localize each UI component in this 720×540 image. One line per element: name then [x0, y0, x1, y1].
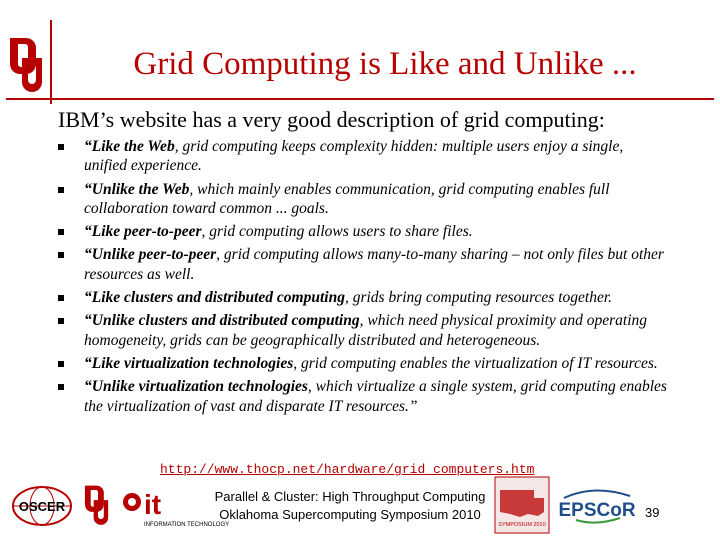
epscor-logo-icon: [560, 484, 634, 526]
it-logo-icon: [118, 484, 230, 530]
slide-title: Grid Computing is Like and Unlike ...: [133, 46, 637, 82]
it-logo-subtext: INFORMATION TECHNOLOGY: [144, 522, 230, 528]
source-link[interactable]: http://www.thocp.net/hardware/grid_computers.htm: [160, 462, 535, 477]
bullet-item: [58, 222, 670, 241]
symposium-logo: [494, 476, 550, 534]
bullet-square-icon: [58, 295, 64, 301]
epscor-logo: [560, 484, 634, 526]
oscer-logo: [10, 484, 74, 528]
bullet-text: , which virtualize a single system, grid computing enables the virtualization of vast and disparate IT resources.”: [84, 378, 667, 415]
footer-text: [200, 488, 500, 524]
bullet-text: , grid computing allows many-to-many sharing – not only files but other resources as well.: [84, 246, 664, 283]
bullet-text: , grids bring computing resources together.: [344, 289, 613, 307]
footer-line-2: Oklahoma Supercomputing Symposium 2010: [219, 507, 481, 522]
title-horizontal-rule: [6, 98, 714, 100]
it-logo: [118, 484, 230, 530]
title-vertical-rule: [50, 20, 52, 104]
bullet-square-icon: [58, 252, 64, 258]
intro-text: IBM’s website has a very good description of grid computing:: [58, 107, 605, 132]
bullet-item: [58, 377, 670, 416]
bullet-square-icon: [58, 361, 64, 367]
symposium-logo-text: SYMPOSIUM 2010: [498, 522, 546, 528]
bullet-text: , grid computing keeps complexity hidden: multiple users enjoy a single, unified experience.: [84, 138, 624, 175]
bullet-text: , grid computing allows users to share files.: [201, 223, 473, 241]
bullet-square-icon: [58, 384, 64, 390]
bullet-lead: “Like the Web: [84, 138, 175, 155]
bullet-square-icon: [58, 144, 64, 150]
bullet-lead: “Unlike peer-to-peer: [84, 246, 217, 264]
bullet-text: , grid computing enables the virtualization of IT resources.: [293, 354, 658, 372]
ou-logo-icon: [6, 36, 50, 96]
epscor-logo-text: EPSCoR: [558, 500, 636, 521]
it-logo-text: it: [144, 489, 162, 520]
symposium-logo-icon: [494, 476, 550, 534]
bullet-item: [58, 354, 670, 373]
ou-footer-logo-icon: [82, 484, 114, 528]
bullet-item: [58, 311, 670, 350]
bullet-text: , which mainly enables communication, grid computing enables full collaboration toward common ... goals.: [84, 180, 610, 217]
oscer-logo-icon: [10, 484, 74, 528]
bullet-square-icon: [58, 318, 64, 324]
bullet-item: [58, 180, 670, 219]
bullet-item: [58, 288, 670, 307]
bullet-text: , which need physical proximity and operating homogeneity, grids can be geographically distributed and heterogeneous.: [84, 312, 648, 349]
bullet-list: [58, 137, 670, 420]
page-number: 39: [645, 505, 660, 520]
bullet-item: [58, 245, 670, 284]
bullet-lead: “Like peer-to-peer: [84, 223, 202, 241]
bullet-lead: “Unlike clusters and distributed computing: [84, 312, 360, 330]
bullet-lead: “Like virtualization technologies: [84, 354, 294, 372]
oscer-logo-text: OSCER: [18, 499, 66, 514]
bullet-item: [58, 137, 670, 176]
bullet-lead: “Like clusters and distributed computing: [84, 289, 345, 307]
bullet-square-icon: [58, 229, 64, 235]
bullet-square-icon: [58, 187, 64, 193]
bullet-lead: “Unlike virtualization technologies: [84, 378, 308, 396]
footer-line-1: Parallel & Cluster: High Throughput Computing: [214, 489, 486, 504]
bullet-lead: “Unlike the Web: [84, 180, 190, 198]
